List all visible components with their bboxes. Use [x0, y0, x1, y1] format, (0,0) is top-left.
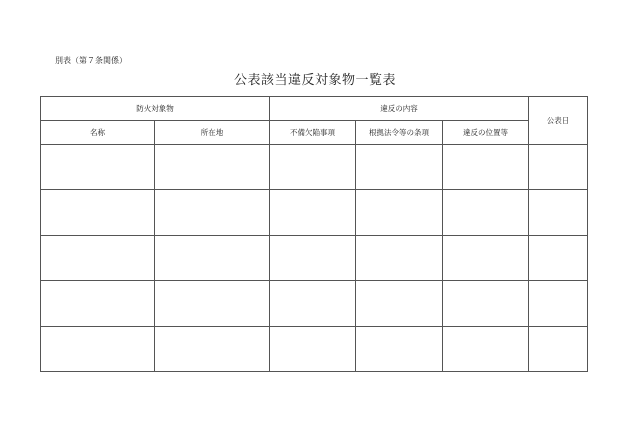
- cell-location: [155, 326, 270, 371]
- cell-legal-basis-clause: [356, 190, 443, 235]
- violation-objects-table: [40, 96, 588, 372]
- cell-publication-date: [529, 235, 588, 280]
- cell-legal-basis-clause: [356, 281, 443, 326]
- table-group-header-row: [41, 97, 588, 121]
- header-legal-basis-clause: 根拠法令等の条項: [356, 121, 443, 145]
- table-row: [41, 326, 588, 371]
- header-violation-content: 違反の内容: [270, 97, 529, 121]
- cell-deficiency-items: [270, 281, 356, 326]
- header-name: 名称: [41, 121, 155, 145]
- cell-violation-position: [443, 145, 529, 190]
- cell-publication-date: [529, 190, 588, 235]
- header-fire-object: 防火対象物: [41, 97, 270, 121]
- cell-violation-position: [443, 190, 529, 235]
- cell-name: [41, 326, 155, 371]
- cell-legal-basis-clause: [356, 326, 443, 371]
- cell-location: [155, 190, 270, 235]
- table-row: [41, 190, 588, 235]
- cell-violation-position: [443, 235, 529, 280]
- header-violation-position: 違反の位置等: [443, 121, 529, 145]
- cell-name: [41, 190, 155, 235]
- table-row: [41, 281, 588, 326]
- table-row: [41, 145, 588, 190]
- cell-violation-position: [443, 326, 529, 371]
- cell-legal-basis-clause: [356, 145, 443, 190]
- table-column-header-row: [41, 121, 588, 145]
- annex-label: 別表（第７条関係）: [55, 56, 127, 65]
- cell-name: [41, 235, 155, 280]
- cell-deficiency-items: [270, 145, 356, 190]
- cell-deficiency-items: [270, 326, 356, 371]
- cell-publication-date: [529, 281, 588, 326]
- cell-deficiency-items: [270, 235, 356, 280]
- cell-location: [155, 281, 270, 326]
- cell-publication-date: [529, 145, 588, 190]
- table-row: [41, 235, 588, 280]
- cell-location: [155, 145, 270, 190]
- header-deficiency-items: 不備欠陥事項: [270, 121, 356, 145]
- cell-name: [41, 145, 155, 190]
- header-location: 所在地: [155, 121, 270, 145]
- cell-publication-date: [529, 326, 588, 371]
- cell-legal-basis-clause: [356, 235, 443, 280]
- cell-deficiency-items: [270, 190, 356, 235]
- header-publication-date: 公表日: [529, 97, 588, 145]
- cell-violation-position: [443, 281, 529, 326]
- cell-location: [155, 235, 270, 280]
- document-title: 公表該当違反対象物一覧表: [233, 73, 396, 88]
- cell-name: [41, 281, 155, 326]
